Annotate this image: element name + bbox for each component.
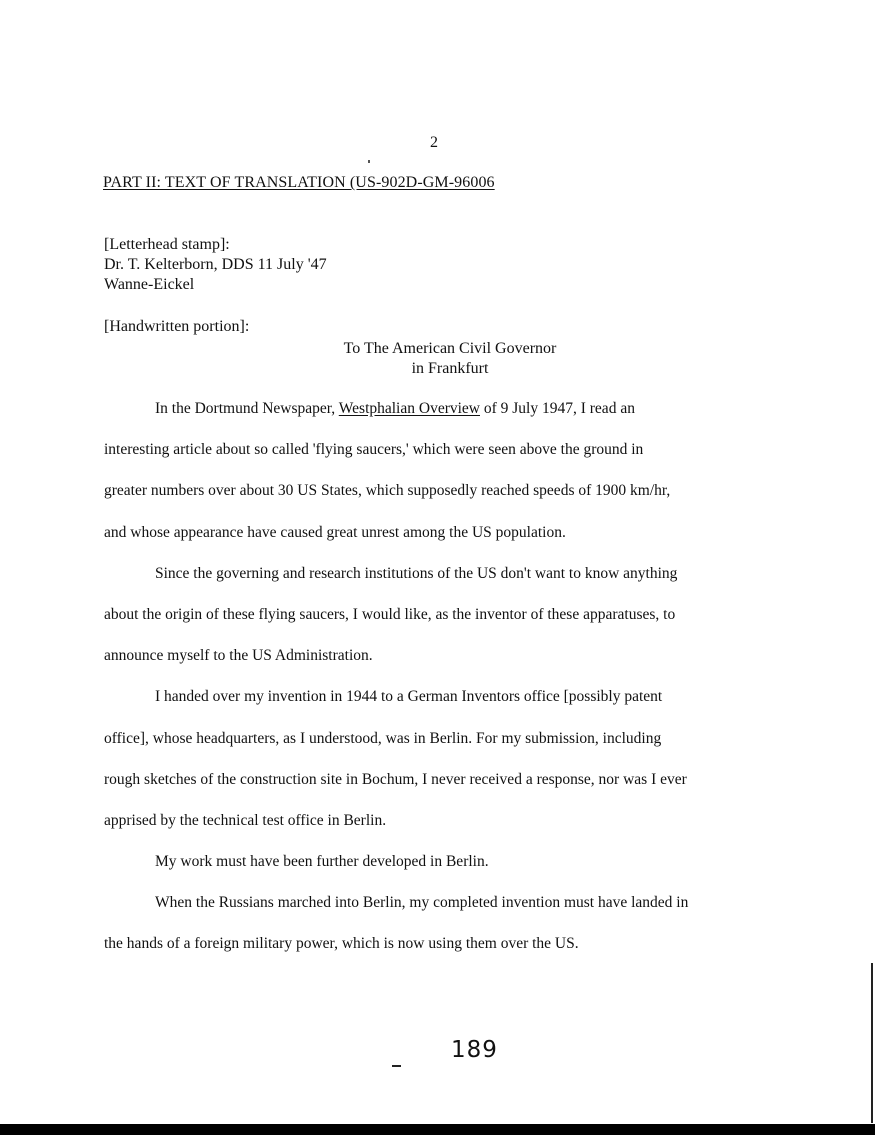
paragraph-1-line-4: and whose appearance have caused great unrest among the US population. xyxy=(104,523,566,541)
footer-dash xyxy=(392,1065,401,1067)
paragraph-3-line-1: I handed over my invention in 1944 to a German Inventors office [possibly patent xyxy=(155,688,663,706)
footer-page-number: 189 xyxy=(451,1037,498,1063)
text-run: of 9 July 1947, I read an xyxy=(479,400,635,417)
section-title: PART II: TEXT OF TRANSLATION (US-902D-GM-96006 xyxy=(103,174,495,191)
paragraph-1-line-3: greater numbers over about 30 US States, which supposedly reached speeds of 1900 km/hr, xyxy=(104,482,671,500)
letterhead-block xyxy=(104,235,327,295)
paragraph-5-line-2: the hands of a foreign military power, which is now using them over the US. xyxy=(104,935,579,953)
paragraph-2-line-1: Since the governing and research institutions of the US don't want to know anything xyxy=(155,564,678,582)
scan-speck xyxy=(368,160,370,163)
text-run: In the Dortmund Newspaper, xyxy=(155,400,339,417)
paragraph-3-line-3: rough sketches of the construction site in Bochum, I never received a response, nor was I ever xyxy=(104,770,687,788)
paragraph-5-line-1: When the Russians marched into Berlin, my completed invention must have landed in xyxy=(155,894,689,912)
paragraph-4-line-1: My work must have been further developed in Berlin. xyxy=(155,853,489,871)
letter-body xyxy=(104,397,794,974)
addressee-block xyxy=(300,339,600,379)
paragraph-1-line-2: interesting article about so called 'flying saucers,' which were seen above the ground in xyxy=(104,441,644,459)
scan-bottom-border xyxy=(0,1124,875,1135)
paragraph-3-line-2: office], whose headquarters, as I understood, was in Berlin. For my submission, including xyxy=(104,729,662,747)
page-number: 2 xyxy=(430,134,438,151)
paragraph-2-line-3: announce myself to the US Administration. xyxy=(104,647,373,665)
letterhead-location: Wanne-Eickel xyxy=(104,276,195,293)
handwritten-label: [Handwritten portion]: xyxy=(104,318,250,335)
letterhead-sender-date: Dr. T. Kelterborn, DDS 11 July '47 xyxy=(104,256,327,273)
addressee-line-2: in Frankfurt xyxy=(411,360,489,377)
paragraph-3-line-4: apprised by the technical test office in Berlin. xyxy=(104,811,387,829)
scan-edge-line xyxy=(871,963,873,1123)
addressee-line-1: To The American Civil Governor xyxy=(343,340,557,357)
paragraph-1-line-1 xyxy=(104,397,794,438)
paragraph-2-line-2: about the origin of these flying saucers, I would like, as the inventor of these apparatuses, to xyxy=(104,605,676,623)
newspaper-name: Westphalian Overview xyxy=(338,400,480,417)
letterhead-label: [Letterhead stamp]: xyxy=(104,236,230,253)
